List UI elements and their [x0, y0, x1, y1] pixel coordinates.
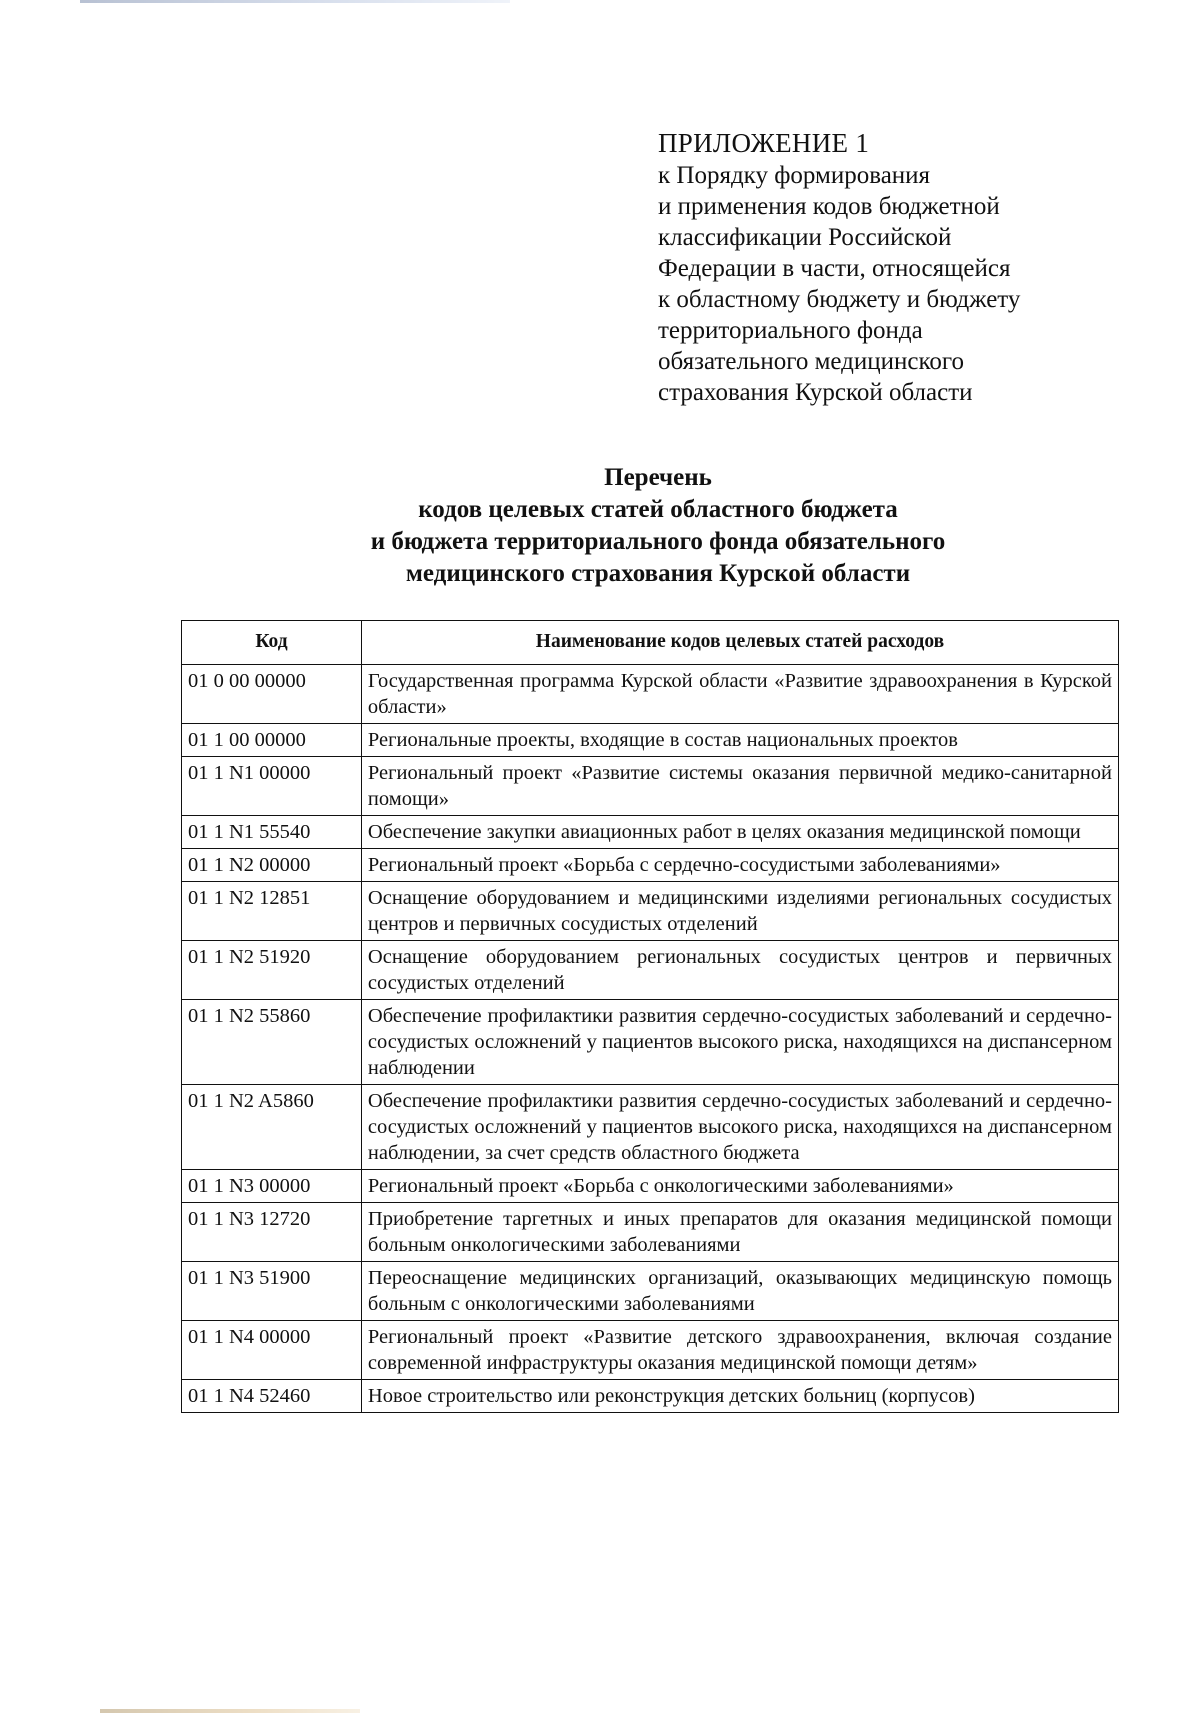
row-name: Обеспечение профилактики развития сердечно-сосудистых заболеваний и сердечно-сосудистых осложнений у пациентов высокого риска, находящихся на диспансерном наблюдении [361, 1000, 1118, 1085]
scan-edge-mark-bottom [100, 1709, 360, 1713]
appendix-title: ПРИЛОЖЕНИЕ 1 [658, 128, 870, 158]
table-row [182, 1170, 1119, 1203]
row-name: Региональный проект «Борьба с сердечно-сосудистыми заболеваниями» [361, 849, 1118, 882]
row-name: Приобретение таргетных и иных препаратов для оказания медицинской помощи больным онкологическими заболеваниями [361, 1203, 1118, 1262]
row-name: Обеспечение профилактики развития сердечно-сосудистых заболеваний и сердечно-сосудистых осложнений у пациентов высокого риска, находящихся на диспансерном наблюдении, за счет средств областного бюджета [361, 1085, 1118, 1170]
appendix-line: страхования Курской области [658, 379, 973, 406]
scan-edge-mark-top [80, 0, 510, 3]
row-code: 01 1 N3 51900 [182, 1262, 362, 1321]
row-name: Региональный проект «Развитие детского здравоохранения, включая создание современной инфраструктуры оказания медицинской помощи детям» [361, 1321, 1118, 1380]
appendix-line: и применения кодов бюджетной [658, 193, 1000, 220]
table-row [182, 1085, 1119, 1170]
appendix-header [658, 126, 1098, 408]
row-code: 01 1 00 00000 [182, 724, 362, 757]
row-name: Новое строительство или реконструкция детских больниц (корпусов) [361, 1380, 1118, 1413]
row-code: 01 1 N2 55860 [182, 1000, 362, 1085]
row-code: 01 1 N2 51920 [182, 941, 362, 1000]
document-title [0, 462, 1200, 590]
appendix-line: обязательного медицинского [658, 348, 965, 375]
row-code: 01 1 N4 52460 [182, 1380, 362, 1413]
document-title-line: и бюджета территориального фонда обязательного [370, 528, 946, 555]
row-code: 01 0 00 00000 [182, 665, 362, 724]
row-code: 01 1 N2 12851 [182, 882, 362, 941]
table-row [182, 757, 1119, 816]
row-code: 01 1 N3 00000 [182, 1170, 362, 1203]
table-row [182, 849, 1119, 882]
row-code: 01 1 N2 00000 [182, 849, 362, 882]
table-row [182, 816, 1119, 849]
row-name: Региональный проект «Борьба с онкологическими заболеваниями» [361, 1170, 1118, 1203]
target-codes-table [181, 620, 1119, 1413]
row-code: 01 1 N1 00000 [182, 757, 362, 816]
document-title-line: Перечень [604, 464, 712, 491]
row-code: 01 1 N4 00000 [182, 1321, 362, 1380]
table-row [182, 724, 1119, 757]
table-row [182, 1321, 1119, 1380]
table-body [182, 665, 1119, 1413]
row-name: Региональный проект «Развитие системы оказания первичной медико-санитарной помощи» [361, 757, 1118, 816]
table-row [182, 1262, 1119, 1321]
table-row [182, 1203, 1119, 1262]
table-row [182, 941, 1119, 1000]
column-header-code: Код [182, 621, 362, 665]
table-row [182, 1380, 1119, 1413]
row-name: Оснащение оборудованием и медицинскими изделиями региональных сосудистых центров и первичных сосудистых отделений [361, 882, 1118, 941]
table-row [182, 665, 1119, 724]
row-name: Оснащение оборудованием региональных сосудистых центров и первичных сосудистых отделений [361, 941, 1118, 1000]
table-header-row [182, 621, 1119, 665]
row-name: Обеспечение закупки авиационных работ в целях оказания медицинской помощи [361, 816, 1118, 849]
table-row [182, 882, 1119, 941]
column-header-name: Наименование кодов целевых статей расходов [361, 621, 1118, 665]
row-name: Переоснащение медицинских организаций, оказывающих медицинскую помощь больным с онкологическими заболеваниями [361, 1262, 1118, 1321]
document-title-line: медицинского страхования Курской области [405, 560, 911, 587]
table-row [182, 1000, 1119, 1085]
appendix-line: классификации Российской [658, 224, 952, 251]
row-code: 01 1 N1 55540 [182, 816, 362, 849]
row-name: Региональные проекты, входящие в состав национальных проектов [361, 724, 1118, 757]
row-code: 01 1 N3 12720 [182, 1203, 362, 1262]
row-code: 01 1 N2 A5860 [182, 1085, 362, 1170]
appendix-line: к областному бюджету и бюджету [658, 286, 1021, 313]
row-name: Государственная программа Курской области «Развитие здравоохранения в Курской области» [361, 665, 1118, 724]
appendix-line: Федерации в части, относящейся [658, 255, 1011, 282]
appendix-line: к Порядку формирования [658, 162, 931, 189]
appendix-line: территориального фонда [658, 317, 923, 344]
document-title-line: кодов целевых статей областного бюджета [418, 496, 898, 523]
